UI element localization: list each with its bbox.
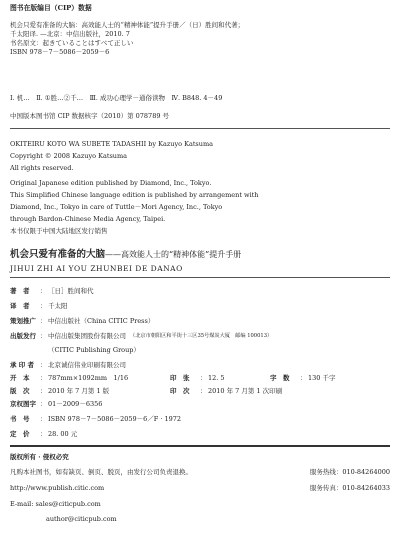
agency: through Bardon-Chinese Media Agency, Taipei. — [10, 215, 166, 223]
cip-core-data: 中国版本图书馆 CIP 数据核字（2010）第 078789 号 — [10, 112, 170, 120]
cip-heading: 图书在版编目（CIP）数据 — [10, 4, 92, 12]
planner-row: 策划推广 ： 中信出版社（China CITIC Press） — [10, 317, 155, 325]
publisher-label: 出版发行 — [10, 332, 36, 340]
original-publisher: Original Japanese edition published by Diamond, Inc., Tokyo. — [10, 179, 212, 187]
format-value: 787mm×1092mm 1/16 — [48, 374, 129, 382]
publisher-en: （CITIC Publishing Group） — [48, 346, 140, 354]
book-subtitle: ——高效能人士的“精神体能”提升手册 — [105, 250, 242, 259]
cip-line-2: 千太阳译. —北京：中信出版社，2010. 7 — [10, 30, 130, 38]
divider — [10, 128, 390, 129]
planner-label: 策划推广 — [10, 317, 36, 325]
printing-label: 印 次 — [170, 387, 190, 395]
publisher-value: 中信出版集团股份有限公司 — [48, 332, 126, 340]
defect-notice: 凡购本社图书，如有缺页、倒页、脱页，由发行公司负责退换。 — [10, 468, 192, 476]
publisher-en-row — [48, 346, 140, 354]
rights-notice: 版权所有 · 侵权必究 — [10, 453, 69, 461]
author-label: 著 者 — [10, 287, 30, 295]
email-sales[interactable]: E-mail: sales@citicpub.com — [10, 500, 101, 508]
price-value: 28. 00 元 — [48, 430, 78, 438]
service-tel — [310, 468, 390, 476]
author-value: ［日］胜间和代 — [48, 287, 94, 295]
divider — [10, 445, 390, 447]
words-label: 字 数 — [270, 374, 290, 382]
cip-classification: Ⅰ. 机… Ⅱ. ①胜…②千… Ⅲ. 成功心理学－通俗读物 Ⅳ. B848. 4－49 — [10, 94, 223, 102]
copyright-line: Copyright © 2008 Kazuyo Katsuma — [10, 152, 128, 160]
divider — [10, 277, 390, 278]
format-label: 开 本 — [10, 374, 30, 382]
translator-label: 译 者 — [10, 302, 30, 310]
simplified-edition: This Simplified Chinese language edition is published by arrangement with — [10, 191, 259, 199]
price-label: 定 价 — [10, 430, 30, 438]
service-tel-value: 010-84264000 — [342, 468, 390, 476]
publisher-row: 出版发行 ： 中信出版集团股份有限公司 （北京市朝阳区和平街十三区35号煤炭大厦 邮编 100013） — [10, 332, 273, 340]
registration-value: 01－2009－6356 — [48, 400, 103, 408]
translator-value: 千太阳 — [48, 302, 68, 310]
book-title: 机会只爱有准备的大脑 — [10, 249, 106, 260]
cip-isbn: ISBN 978－7－5086－2059－6 — [10, 48, 110, 56]
edition-value: 2010 年 7 月第 1 版 — [48, 387, 110, 395]
service-tel-label: 服务热线： — [309, 468, 343, 476]
fax-tel — [310, 484, 390, 492]
cip-line-1: 机会只爱有准备的大脑：高效能人士的“精神体能”提升手册／（日）胜间和代著； — [10, 21, 245, 29]
author-row: 著 者 ： ［日］胜间和代 — [10, 287, 94, 295]
words-value: 130 千字 — [308, 374, 336, 382]
format-row: 开 本 ： 787mm×1092mm 1/16 印 张 ： 12. 5 字 数 ： 130 千字 — [10, 374, 336, 382]
price-row: 定 价 ： 28. 00 元 — [10, 430, 78, 438]
fax-tel-value: 010-84264033 — [342, 484, 390, 492]
isbn-row: 书 号 ： ISBN 978－7－5086－2059－6／F · 1972 — [10, 415, 182, 423]
edition-label: 版 次 — [10, 387, 30, 395]
printer-value: 北京诚信伟业印刷有限公司 — [48, 361, 126, 369]
book-pinyin: JIHUI ZHI AI YOU ZHUNBEI DE DANAO — [10, 264, 183, 273]
website-link[interactable]: http://www.publish.citic.com — [10, 484, 105, 492]
cip-line-3: 书名原文：起きていることはすべて正しい — [10, 39, 134, 47]
original-title: OKITEIRU KOTO WA SUBETE TADASHII by Kazuyo Katsuma — [10, 140, 213, 148]
edition-row: 版 次 ： 2010 年 7 月第 1 版 印 次 ： 2010 年 7 月第 1 次印刷 — [10, 387, 283, 395]
rights-reserved: All rights reserved. — [10, 164, 74, 172]
book-title-row — [10, 251, 241, 259]
printer-row: 承 印 者 ： 北京诚信伟业印刷有限公司 — [10, 361, 126, 369]
registration-row: 京权图字 ： 01－2009－6356 — [10, 400, 103, 408]
distribution-restriction: 本书仅限于中国大陆地区发行销售 — [10, 227, 108, 235]
isbn-label: 书 号 — [10, 415, 30, 423]
translator-row: 译 者 ： 千太阳 — [10, 302, 68, 310]
email-author[interactable]: author@citicpub.com — [46, 515, 117, 523]
isbn-value: ISBN 978－7－5086－2059－6／F · 1972 — [48, 415, 182, 423]
printer-label: 承 印 者 — [10, 361, 35, 369]
sheets-label: 印 张 — [170, 374, 190, 382]
registration-label: 京权图字 — [10, 400, 36, 408]
sheets-value: 12. 5 — [208, 374, 225, 382]
printing-value: 2010 年 7 月第 1 次印刷 — [208, 387, 283, 395]
planner-value: 中信出版社（China CITIC Press） — [48, 317, 155, 325]
publisher-address: （北京市朝阳区和平街十三区35号煤炭大厦 邮编 100013） — [130, 333, 273, 339]
arrangement: Diamond, Inc., Tokyo in care of Tuttle－Mori Agency, Inc., Tokyo — [10, 203, 223, 211]
fax-tel-label: 服务传真： — [309, 484, 343, 492]
